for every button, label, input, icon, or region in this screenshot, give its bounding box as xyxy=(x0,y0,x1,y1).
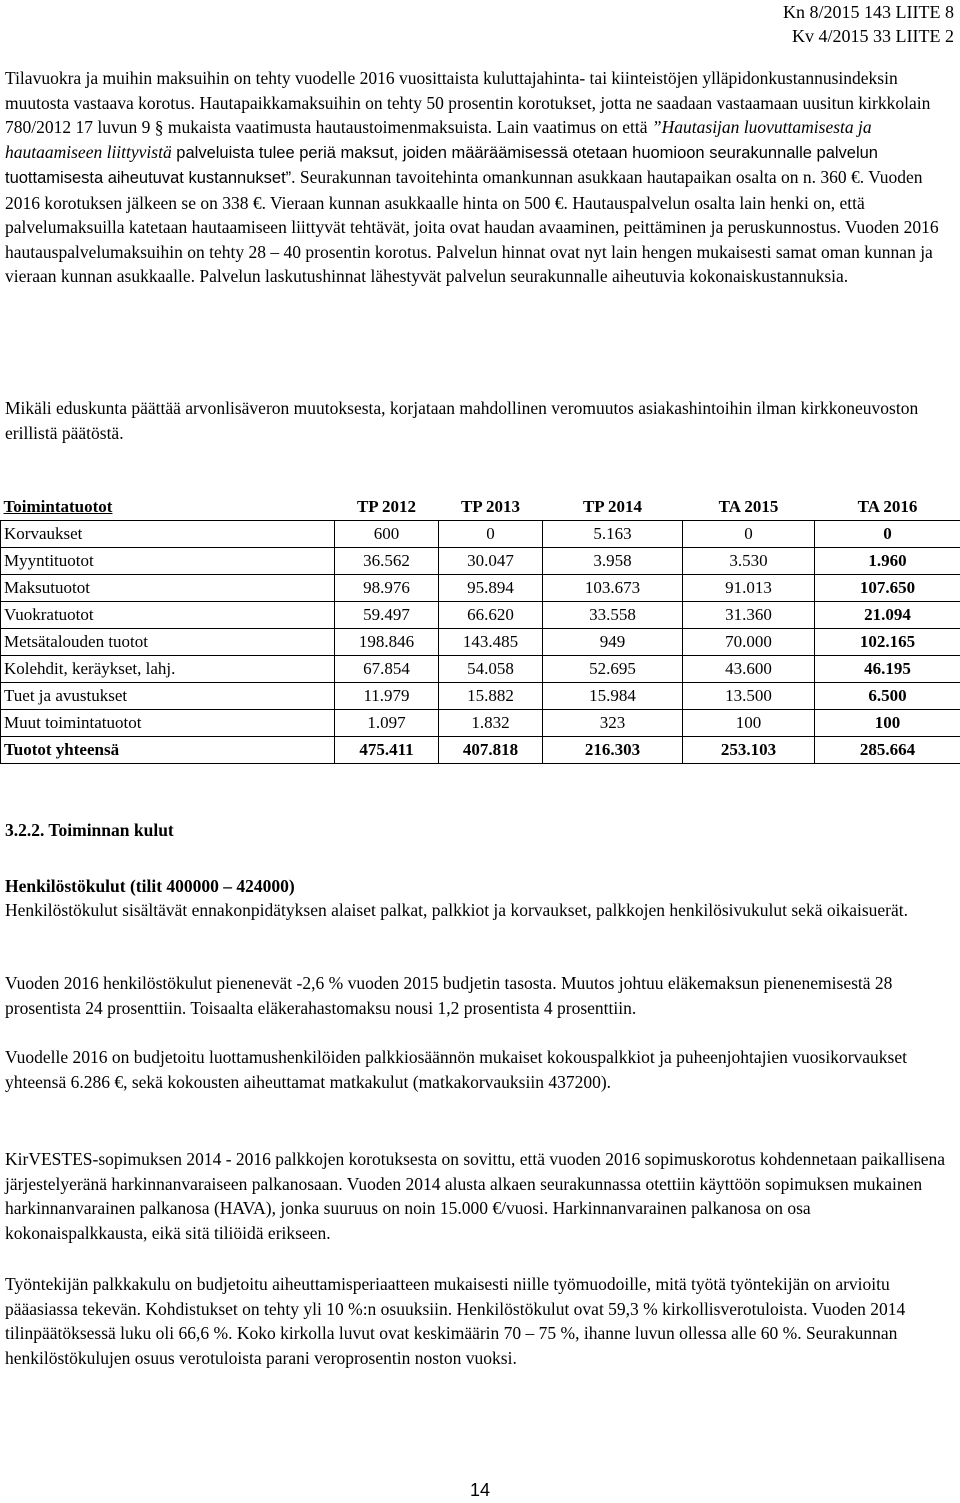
cell-value: 98.976 xyxy=(335,575,439,602)
table-header-ta2015: TA 2015 xyxy=(683,494,815,521)
cell-value: 30.047 xyxy=(439,548,543,575)
row-label: Vuokratuotot xyxy=(1,602,335,629)
section-title: 3.2.2. Toiminnan kulut xyxy=(5,818,955,843)
cell-value: 36.562 xyxy=(335,548,439,575)
cell-value: 0 xyxy=(439,521,543,548)
table-row xyxy=(1,656,960,683)
cell-value: 5.163 xyxy=(543,521,683,548)
cell-value: 600 xyxy=(335,521,439,548)
cell-value: 95.894 xyxy=(439,575,543,602)
header-line-2: Kv 4/2015 33 LIITE 2 xyxy=(783,24,954,48)
cell-value: 949 xyxy=(543,629,683,656)
table-row xyxy=(1,602,960,629)
table-row xyxy=(1,521,960,548)
section-paragraph-3: Vuodelle 2016 on budjetoitu luottamushenkilöiden palkkiosäännön mukaiset kokouspalkkiot ja puheenjohtajien vuosikorvaukset yhteensä 6.286 €, sekä kokousten aiheuttamat matkakulut (matkakorvauksiin 437200). xyxy=(5,1045,955,1094)
income-table xyxy=(0,494,960,764)
cell-value: 285.664 xyxy=(815,737,960,764)
intro-text-a: Tilavuokra ja muihin maksuihin on tehty vuodelle 2016 vuosittaista kuluttajahinta- tai kiinteistöjen ylläpidonkustannusindeksin muutosta vastaava korotus. Hautapaikkamaksuihin on tehty 50 prosentin korotukset, jotta ne saadaan vastaamaan uusitun kirkkolain 780/2012 17 luvun 9 § mukaista vaatimusta hautaustoimenmaksuista. Lain vaatimus on että xyxy=(5,68,930,137)
cell-value: 1.832 xyxy=(439,710,543,737)
table-header-label: Toimintatuotot xyxy=(1,494,335,521)
row-label: Tuet ja avustukset xyxy=(1,683,335,710)
section-paragraph-4: KirVESTES-sopimuksen 2014 - 2016 palkkojen korotuksesta on sovittu, että vuoden 2016 sopimuskorotus kohdennetaan paikallisena järjestelyeränä harkinnanvaraiseen palkanosaan. Vuoden 2014 alusta alkaen seurakunnassa otettiin käyttöön sopimuksen mukainen harkinnanvarainen palkanosa (HAVA), jonka suuruus on noin 15.000 €/vuosi. Harkinnanvarainen palkanosa on osa kokonaispalkkausta, eikä sitä tiliöidä erikseen. xyxy=(5,1147,955,1245)
row-label: Muut toimintatuotot xyxy=(1,710,335,737)
table-header-tp2013: TP 2013 xyxy=(439,494,543,521)
cell-value: 67.854 xyxy=(335,656,439,683)
section-paragraph-5: Työntekijän palkkakulu on budjetoitu aiheuttamisperiaatteen mukaisesti niille työmuodoille, mitä työtä työntekijän on arvioitu pääasiassa tekevän. Kohdistukset on tehty yli 10 %:n osuuksiin. Henkilöstökulut ovat 59,3 % kirkollisverotuloista. Vuoden 2014 tilinpäätöksessä luku oli 66,6 %. Koko kirkolla luvut ovat keskimäärin 70 – 75 %, ihanne luvun ollessa alle 60 %. Seurakunnan henkilöstökulujen osuus verotuloista parani veroprosentin noston vuoksi. xyxy=(5,1272,955,1370)
cell-value: 3.530 xyxy=(683,548,815,575)
table-total-row xyxy=(1,737,960,764)
cell-value: 407.818 xyxy=(439,737,543,764)
row-label: Maksutuotot xyxy=(1,575,335,602)
cell-value: 100 xyxy=(683,710,815,737)
cell-value: 143.485 xyxy=(439,629,543,656)
cell-value: 11.979 xyxy=(335,683,439,710)
cell-value: 15.882 xyxy=(439,683,543,710)
cell-value: 21.094 xyxy=(815,602,960,629)
table-header-tp2012: TP 2012 xyxy=(335,494,439,521)
table-row xyxy=(1,683,960,710)
cell-value: 6.500 xyxy=(815,683,960,710)
cell-value: 33.558 xyxy=(543,602,683,629)
cell-value: 107.650 xyxy=(815,575,960,602)
cell-value: 103.673 xyxy=(543,575,683,602)
intro-quote-sans: palveluista tulee periä maksut, joiden määräämisessä otetaan huomioon seurakunnalle palvelun tuottamisesta aiheutuvat kustannukset” xyxy=(5,144,878,188)
intro-text-b: . Seurakunnan tavoitehinta omankunnan asukkaan hautapaikan osalta on n. 360 €. Vuoden 2016 korotuksen jälkeen se on 338 €. Vieraan kunnan asukkaalle hinta on 500 €. Hautauspalvelun osalta lain henki on, että palvelumaksuilla katetaan hautaamiseen liittyvät tehtävät, joita ovat haudan avaaminen, peittäminen ja peruskunnostus. Vuoden 2016 hautauspalvelumaksuihin on tehty 28 – 40 prosentin korotus. Palvelun hinnat ovat nyt lain hengen mukaisesti samat oman kunnan ja vieraan kunnan asukkaalle. Palvelun laskutushinnat lähestyvät palvelun seurakunnalle aiheutuvia kokonaiskustannuksia. xyxy=(5,167,939,286)
cell-value: 3.958 xyxy=(543,548,683,575)
cell-value: 52.695 xyxy=(543,656,683,683)
cell-value: 475.411 xyxy=(335,737,439,764)
header-line-1: Kn 8/2015 143 LIITE 8 xyxy=(783,0,954,24)
cell-value: 323 xyxy=(543,710,683,737)
cell-value: 0 xyxy=(815,521,960,548)
cell-value: 46.195 xyxy=(815,656,960,683)
document-header xyxy=(783,0,954,48)
cell-value: 43.600 xyxy=(683,656,815,683)
page-number: 14 xyxy=(0,1478,960,1503)
cell-value: 216.303 xyxy=(543,737,683,764)
cell-value: 66.620 xyxy=(439,602,543,629)
cell-value: 0 xyxy=(683,521,815,548)
table-row xyxy=(1,575,960,602)
cell-value: 15.984 xyxy=(543,683,683,710)
cell-value: 1.097 xyxy=(335,710,439,737)
row-label: Korvaukset xyxy=(1,521,335,548)
table-header-ta2016: TA 2016 xyxy=(815,494,960,521)
cell-value: 13.500 xyxy=(683,683,815,710)
row-label: Myyntituotot xyxy=(1,548,335,575)
table-header-row xyxy=(1,494,960,521)
cell-value: 198.846 xyxy=(335,629,439,656)
cell-value: 253.103 xyxy=(683,737,815,764)
section-paragraph-2: Vuoden 2016 henkilöstökulut pienenevät -2,6 % vuoden 2015 budjetin tasosta. Muutos johtuu eläkemaksun pienenemisestä 28 prosentista 24 prosenttiin. Toisaalta eläkerahastomaksu nousi 1,2 prosentista 4 prosenttiin. xyxy=(5,971,955,1020)
section-subtitle: Henkilöstökulut (tilit 400000 – 424000) xyxy=(5,874,955,899)
row-label: Metsätalouden tuotot xyxy=(1,629,335,656)
cell-value: 100 xyxy=(815,710,960,737)
cell-value: 70.000 xyxy=(683,629,815,656)
table-row xyxy=(1,710,960,737)
cell-value: 91.013 xyxy=(683,575,815,602)
intro-paragraph-1 xyxy=(5,66,955,289)
table-row xyxy=(1,548,960,575)
row-label: Kolehdit, keräykset, lahj. xyxy=(1,656,335,683)
row-label: Tuotot yhteensä xyxy=(1,737,335,764)
cell-value: 1.960 xyxy=(815,548,960,575)
table-header-tp2014: TP 2014 xyxy=(543,494,683,521)
section-paragraph-1: Henkilöstökulut sisältävät ennakonpidätyksen alaiset palkat, palkkiot ja korvaukset, palkkojen henkilösivukulut sekä oikaisuerät. xyxy=(5,898,955,923)
cell-value: 102.165 xyxy=(815,629,960,656)
cell-value: 31.360 xyxy=(683,602,815,629)
table-row xyxy=(1,629,960,656)
intro-paragraph-2: Mikäli eduskunta päättää arvonlisäveron muutoksesta, korjataan mahdollinen veromuutos asiakashintoihin ilman kirkkoneuvoston erillistä päätöstä. xyxy=(5,396,955,445)
intro-quote-italic: ”Hautasijan luovuttamisesta ja hautaamiseen liittyvistä xyxy=(5,117,872,162)
cell-value: 59.497 xyxy=(335,602,439,629)
cell-value: 54.058 xyxy=(439,656,543,683)
